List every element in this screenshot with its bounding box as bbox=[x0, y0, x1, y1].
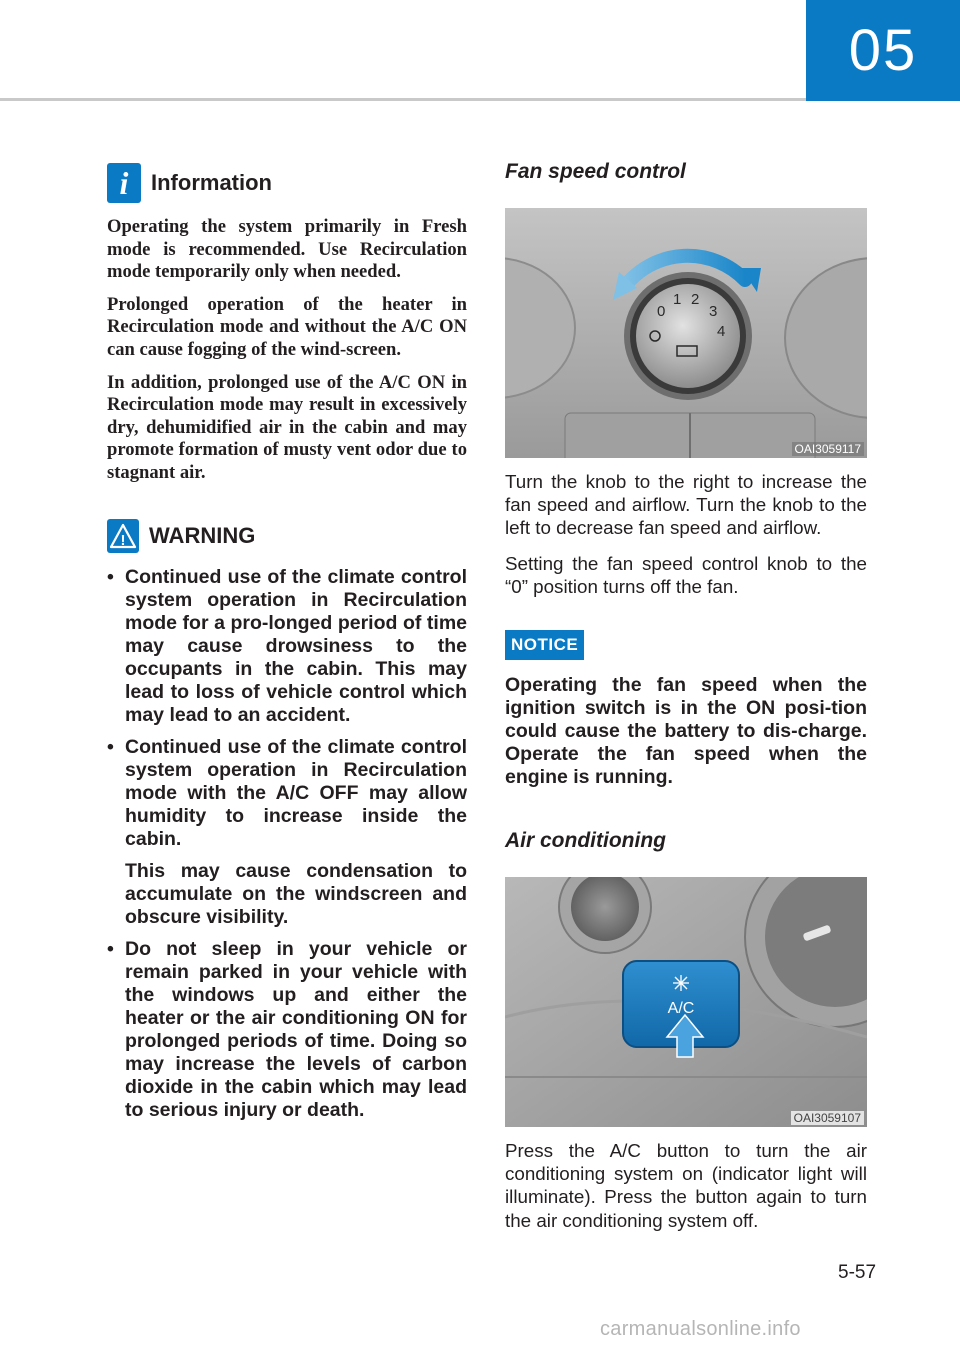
knob-label: 4 bbox=[717, 323, 726, 340]
warning-item bbox=[107, 938, 467, 1122]
warning-item-text: Do not sleep in your vehicle or remain parked in your vehicle with the windows up and either the heater or the air conditioning ON for prolonged periods of time. Doing so may increase the levels of carbon dioxide in the cabin which may lead to serious injury or death. bbox=[125, 937, 467, 1121]
header-rule bbox=[0, 98, 806, 101]
chapter-tab: 05 bbox=[806, 0, 960, 101]
information-icon: i bbox=[107, 163, 141, 203]
watermark: carmanualsonline.info bbox=[600, 1318, 801, 1340]
notice-text: Operating the fan speed when the ignition switch is in the ON posi-tion could cause the battery to dis-charge. Operate the fan speed when the engine is running. bbox=[505, 674, 867, 789]
warning-item-subtext: This may cause condensation to accumulate on the windscreen and obscure visibility. bbox=[125, 859, 467, 928]
warning-icon bbox=[107, 519, 139, 553]
air-conditioning-figure bbox=[505, 877, 867, 1127]
information-paragraph: Prolonged operation of the heater in Recirculation mode and without the A/C ON can cause fogging of the wind-screen. bbox=[107, 293, 467, 360]
fan-knob-photo bbox=[505, 208, 867, 458]
snowflake-icon bbox=[673, 975, 689, 991]
ac-button-label: A/C bbox=[667, 1000, 695, 1018]
left-column bbox=[107, 160, 467, 1122]
ac-button-photo bbox=[505, 877, 867, 1127]
bullet: • bbox=[107, 735, 114, 758]
knob-label: 1 bbox=[673, 291, 682, 308]
warning-item bbox=[107, 566, 467, 727]
knob-label: 2 bbox=[691, 291, 700, 308]
bullet: • bbox=[107, 937, 114, 960]
knob-label: 0 bbox=[657, 303, 666, 320]
right-column bbox=[505, 150, 867, 1232]
warning-list bbox=[107, 566, 467, 1122]
fan-paragraph: Turn the knob to the right to increase the fan speed and airflow. Turn the knob to the left to decrease fan speed and airflow. bbox=[505, 471, 867, 539]
figure-code: OAI3059107 bbox=[791, 1111, 864, 1125]
information-title: Information bbox=[151, 170, 272, 195]
bullet: • bbox=[107, 565, 114, 588]
fan-speed-title: Fan speed control bbox=[505, 160, 686, 183]
fan-paragraph: Setting the fan speed control knob to the “0” position turns off the fan. bbox=[505, 552, 867, 597]
air-conditioning-title: Air conditioning bbox=[505, 829, 666, 853]
ac-paragraph: Press the A/C button to turn the air conditioning system on (indicator light will illuminate). Press the button again to turn the air conditioning system off. bbox=[505, 1140, 867, 1231]
warning-header bbox=[107, 515, 467, 557]
information-paragraph: In addition, prolonged use of the A/C ON in Recirculation mode may result in excessively dry, dehumidified air in the cabin and may promote formation of musty vent odor due to stagnant air. bbox=[107, 371, 467, 483]
information-paragraph: Operating the system primarily in Fresh mode is recommended. Use Recirculation mode temporarily only when needed. bbox=[107, 216, 467, 283]
warning-item-text: Continued use of the climate control system operation in Recirculation mode with the A/C OFF may allow humidity to increase inside the cabin. bbox=[125, 735, 467, 850]
fan-speed-figure bbox=[505, 208, 867, 458]
warning-glyph: ! bbox=[120, 531, 126, 549]
warning-title: WARNING bbox=[149, 522, 256, 548]
warning-item bbox=[107, 736, 467, 929]
figure-code: OAI3059117 bbox=[792, 442, 865, 456]
notice-badge: NOTICE bbox=[505, 630, 584, 660]
information-header bbox=[107, 160, 467, 206]
warning-item-text: Continued use of the climate control system operation in Recirculation mode for a pro-longed period of time may cause drowsiness to the occupants in the cabin. This may lead to loss of vehicle control which may lead to an accident. bbox=[125, 565, 467, 726]
warning-triangle-icon bbox=[107, 519, 139, 553]
page-number: 5-57 bbox=[838, 1262, 877, 1283]
knob-label: 3 bbox=[709, 303, 718, 320]
